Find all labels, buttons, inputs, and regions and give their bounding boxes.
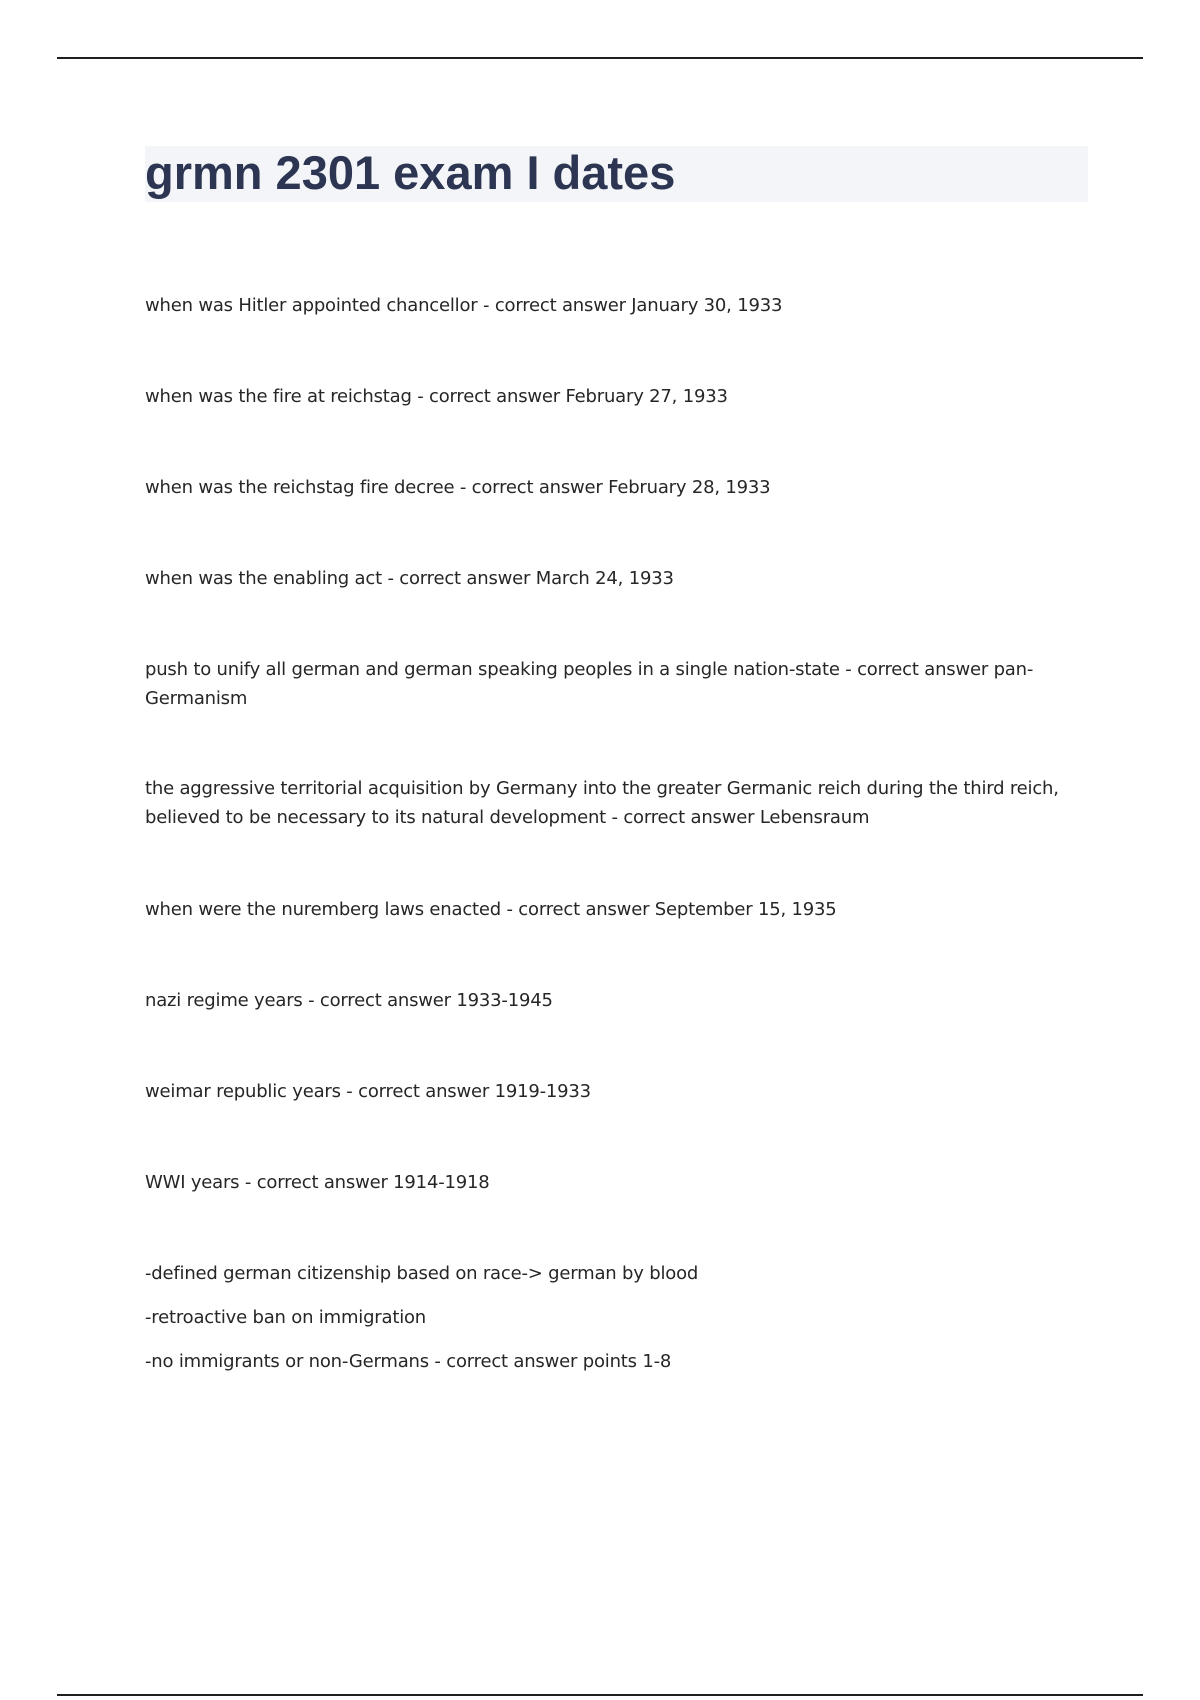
entry-reichstag-fire-decree: when was the reichstag fire decree - correct answer February 28, 1933 bbox=[145, 477, 771, 498]
entry-nuremberg-laws: when were the nuremberg laws enacted - correct answer September 15, 1935 bbox=[145, 899, 837, 920]
citizenship-line-1: -defined german citizenship based on race-> german by blood bbox=[145, 1263, 699, 1284]
entry-enabling-act: when was the enabling act - correct answer March 24, 1933 bbox=[145, 568, 674, 589]
entry-citizenship-points bbox=[145, 1259, 1080, 1376]
entry-hitler-chancellor: when was Hitler appointed chancellor - correct answer January 30, 1933 bbox=[145, 295, 783, 316]
entry-wwi-years: WWI years - correct answer 1914-1918 bbox=[145, 1172, 490, 1193]
entry-pan-germanism: push to unify all german and german speaking peoples in a single nation-state - correct answer pan-Germanism bbox=[145, 659, 1034, 709]
citizenship-line-3: -no immigrants or non-Germans - correct answer points 1-8 bbox=[145, 1351, 672, 1372]
entry-lebensraum: the aggressive territorial acquisition by Germany into the greater Germanic reich during the third reich, believed to be necessary to its natural development - correct answer Lebensraum bbox=[145, 778, 1059, 828]
entry-nazi-regime-years: nazi regime years - correct answer 1933-1945 bbox=[145, 990, 553, 1011]
entry-reichstag-fire: when was the fire at reichstag - correct answer February 27, 1933 bbox=[145, 386, 728, 407]
document-title: grmn 2301 exam I dates bbox=[145, 146, 676, 199]
bottom-rule bbox=[57, 1694, 1143, 1696]
citizenship-line-2: -retroactive ban on immigration bbox=[145, 1307, 427, 1328]
top-rule bbox=[57, 57, 1143, 59]
entry-weimar-republic-years: weimar republic years - correct answer 1919-1933 bbox=[145, 1081, 591, 1102]
